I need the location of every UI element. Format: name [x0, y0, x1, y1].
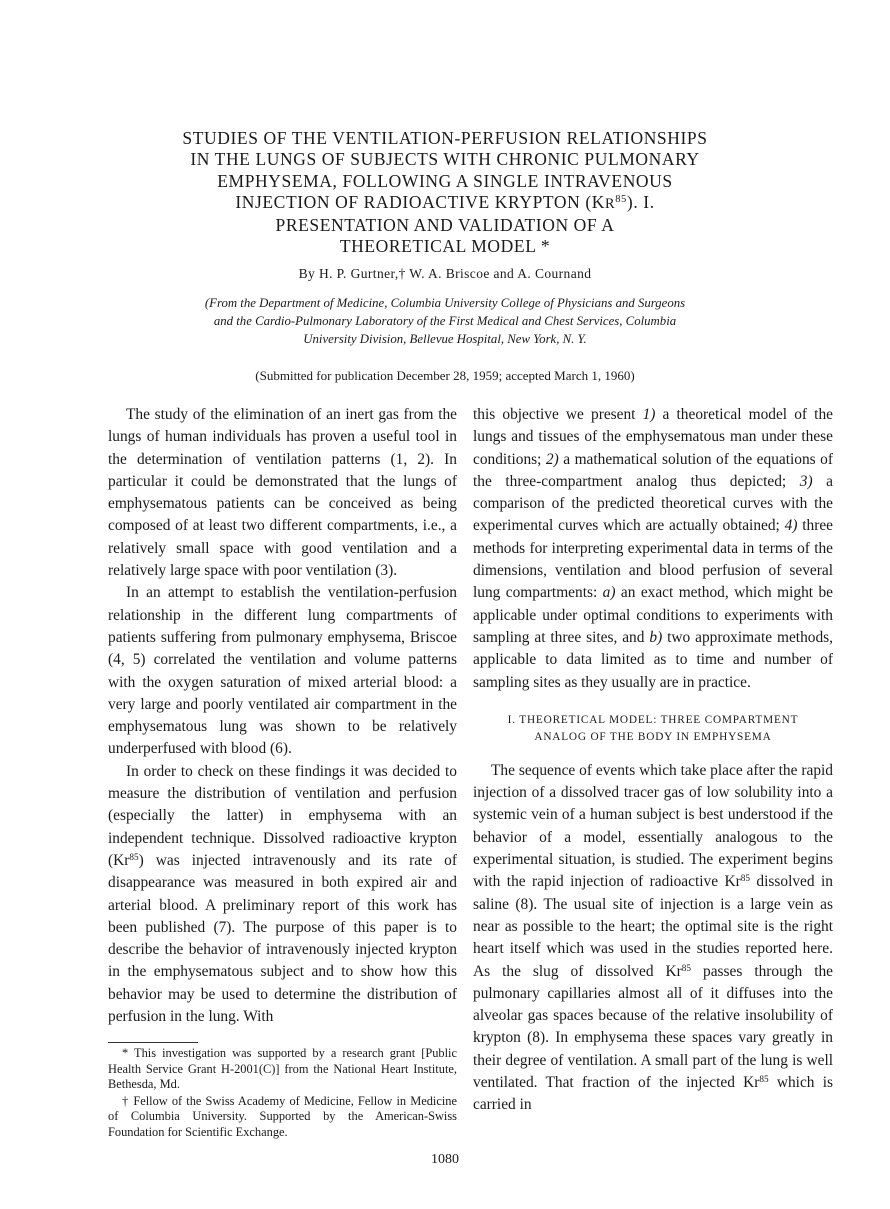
paragraph-method: In order to check on these findings it was decided to measure the distribution of ventilation and perfusion (especially the latter) in emphysema with an independent technique. Dissolved radioactive krypton (Kr$^{85}$) was injected intravenously and its rate of disappearance was measured in both expired air and arterial blood. A preliminary report of this work has been published (7). The purpose of this paper is to describe the behavior of intravenously injected krypton in the emphysematous subject and to show how this behavior may be used to determine the distribution of perfusion in the lung. With: [108, 762, 457, 1026]
article-title: [90, 128, 800, 258]
footnote-grant: * This investigation was supported by a research grant [Public Health Service Grant H-2001(C)] from the National Heart Institute, Bethesda, Md.: [108, 1046, 457, 1092]
title-line-3: EMPHYSEMA, FOLLOWING A SINGLE INTRAVENOUS: [217, 170, 673, 191]
footnote-rule: [108, 1042, 198, 1043]
footnotes: [108, 1046, 457, 1141]
left-column: [108, 404, 457, 1028]
affiliation-line-2: and the Cardio-Pulmonary Laboratory of the First Medical and Chest Services, Columbia: [213, 313, 677, 328]
title-line-5: PRESENTATION AND VALIDATION OF A: [275, 215, 615, 236]
paragraph-sequence: The sequence of events which take place after the rapid injection of a dissolved tracer gas of low solubility into a systemic vein of a human subject is best understood if the behavior of a model, essentially analogous to the experimental situation, is studied. The experiment begins with the rapid injection of radioactive Kr$^{85}$ dissolved in saline (8). The usual site of injection is a large vein as near as possible to the heart; the optimal site is the right heart itself which was used in the studies reported here. As the slug of dissolved Kr$^{85}$ passes through the pulmonary capillaries almost all of it diffuses into the alveolar gas spaces because of the relative insolubility of krypton (8). In emphysema these spaces vary greatly in their degree of ventilation. A small part of the lung is well ventilated. That fraction of the injected Kr$^{85}$ which is carried in: [473, 761, 833, 1114]
title-line-6: THEORETICAL MODEL *: [339, 236, 551, 257]
footnote-fellow: † Fellow of the Swiss Academy of Medicine, Fellow in Medicine of Columbia University. Supported by the American-Swiss Foundation for Scientific Exchange.: [108, 1093, 457, 1139]
affiliation-line-1: (From the Department of Medicine, Columbia University College of Physicians and Surgeons: [204, 296, 686, 310]
affiliation-line-3: University Division, Bellevue Hospital, New York, N. Y.: [303, 331, 587, 346]
submission-dates: (Submitted for publication December 28, 1959; accepted March 1, 1960): [255, 368, 635, 383]
paragraph-objectives: this objective we present 1) a theoretical model of the lungs and tissues of the emphysematous man under these conditions; 2) a mathematical solution of the equations of the three-compartment analog thus depicted; 3) a comparison of the predicted theoretical curves with the experimental curves which are actually obtained; 4) three methods for interpreting experimental data in terms of the dimensions, ventilation and blood perfusion of several lung compartments: a) an exact method, which might be applicable under optimal conditions to experiments with sampling at three sites, and b) two approximate methods, applicable to data limited as to time and number of sampling sites as they usually are in practice.: [473, 406, 833, 691]
author-byline: By H. P. Gurtner,† W. A. Briscoe and A. Cournand: [298, 266, 592, 281]
right-column: [473, 404, 833, 1117]
title-line-1: STUDIES OF THE VENTILATION-PERFUSION RELATIONSHIPS: [182, 128, 708, 148]
page-number: 1080: [431, 1152, 459, 1167]
title-line-2: IN THE LUNGS OF SUBJECTS WITH CHRONIC PULMONARY: [190, 149, 700, 170]
affiliation: [130, 295, 760, 348]
section-heading: [473, 712, 833, 747]
section-heading-line-2: ANALOG OF THE BODY IN EMPHYSEMA: [534, 731, 772, 744]
title-line-4: INJECTION OF RADIOACTIVE KRYPTON (KR$^{85}$). I.: [235, 191, 655, 212]
paragraph-briscoe: In an attempt to establish the ventilation-perfusion relationship in the different lung compartments of patients suffering from pulmonary emphysema, Briscoe (4, 5) correlated the ventilation and volume patterns with the oxygen saturation of mixed arterial blood: a very large and poorly ventilated air compartment in the emphysematous lung was shown to be relatively underperfused with blood (6).: [108, 584, 457, 758]
section-heading-line-1: I. THEORETICAL MODEL: THREE COMPARTMENT: [507, 713, 799, 726]
paragraph-intro: The study of the elimination of an inert gas from the lungs of human individuals has proven a useful tool in the determination of ventilation patterns (1, 2). In particular it could be demonstrated that the lungs of emphysematous patients can be conceived as being composed of at least two different compartments, i.e., a relatively small space with good ventilation and a relatively large space with poor ventilation (3).: [108, 406, 457, 580]
